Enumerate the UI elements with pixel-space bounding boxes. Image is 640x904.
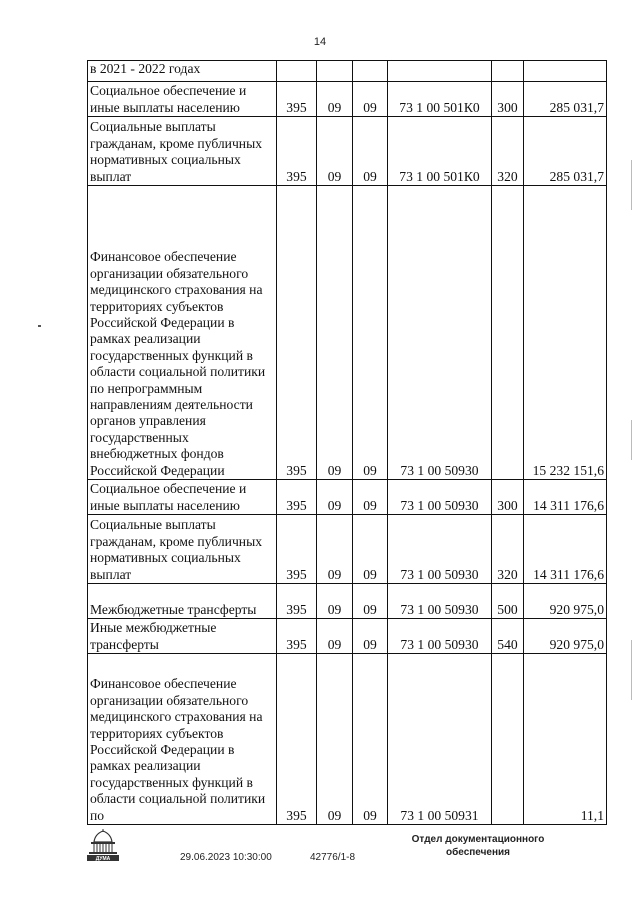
- ministry-code: 395: [277, 117, 317, 186]
- row-label: Финансовое обеспечение организации обязательного медицинского страхования на территориях субъектов Российской Федерации в рамках реализации государственных функций в области социальной политики по: [88, 654, 277, 825]
- table-row: [88, 117, 607, 186]
- amount-value: 14 311 176,6: [524, 480, 607, 515]
- amount-value: 920 975,0: [524, 584, 607, 619]
- ministry-code: [277, 61, 317, 82]
- page-number: 14: [313, 36, 327, 48]
- expense-type-code: [492, 654, 524, 825]
- department-stamp: Отдел документационного обеспечения: [411, 834, 545, 858]
- table-row: [88, 186, 607, 480]
- ministry-code: 395: [277, 515, 317, 584]
- scan-edge-mark: [631, 420, 632, 460]
- amount-value: 14 311 176,6: [524, 515, 607, 584]
- section-code: 09: [317, 584, 353, 619]
- row-label: Социальное обеспечение и иные выплаты населению: [88, 480, 277, 515]
- subsection-code: 09: [353, 584, 388, 619]
- section-code: 09: [317, 186, 353, 480]
- section-code: 09: [317, 654, 353, 825]
- expense-type-code: [492, 61, 524, 82]
- target-article-code: 73 1 00 501К0: [388, 117, 492, 186]
- table-row: [88, 61, 607, 82]
- document-datetime: 29.06.2023 10:30:00: [180, 852, 272, 863]
- row-label: в 2021 - 2022 годах: [88, 61, 277, 82]
- subsection-code: 09: [353, 515, 388, 584]
- section-code: 09: [317, 480, 353, 515]
- expense-type-code: 300: [492, 480, 524, 515]
- amount-value: [524, 61, 607, 82]
- ministry-code: 395: [277, 82, 317, 117]
- target-article-code: 73 1 00 50930: [388, 515, 492, 584]
- target-article-code: 73 1 00 50930: [388, 619, 492, 654]
- ministry-code: 395: [277, 584, 317, 619]
- section-code: [317, 61, 353, 82]
- section-code: 09: [317, 619, 353, 654]
- row-label: Социальное обеспечение и иные выплаты населению: [88, 82, 277, 117]
- table-row: [88, 82, 607, 117]
- ministry-code: 395: [277, 654, 317, 825]
- row-label: Межбюджетные трансферты: [88, 584, 277, 619]
- section-code: 09: [317, 82, 353, 117]
- target-article-code: 73 1 00 50930: [388, 480, 492, 515]
- target-article-code: 73 1 00 50930: [388, 584, 492, 619]
- registration-number: 42776/1-8: [310, 852, 356, 863]
- duma-emblem-icon: [86, 828, 120, 862]
- subsection-code: 09: [353, 654, 388, 825]
- row-label: Социальные выплаты гражданам, кроме публичных нормативных социальных выплат: [88, 515, 277, 584]
- subsection-code: 09: [353, 82, 388, 117]
- amount-value: 285 031,7: [524, 117, 607, 186]
- expense-type-code: 320: [492, 117, 524, 186]
- amount-value: 11,1: [524, 654, 607, 825]
- expense-type-code: 320: [492, 515, 524, 584]
- table-row: [88, 584, 607, 619]
- expense-type-code: 500: [492, 584, 524, 619]
- target-article-code: 73 1 00 501К0: [388, 82, 492, 117]
- section-code: 09: [317, 515, 353, 584]
- ministry-code: 395: [277, 480, 317, 515]
- section-code: 09: [317, 117, 353, 186]
- expense-type-code: 540: [492, 619, 524, 654]
- table-row: [88, 480, 607, 515]
- scan-edge-mark: [631, 160, 632, 210]
- row-label: Финансовое обеспечение организации обязательного медицинского страхования на территориях субъектов Российской Федерации в рамках реализации государственных функций в области социальной политики по непрограммным направлениям деятельности органов управления государственных внебюджетных фондов Российской Федерации: [88, 186, 277, 480]
- row-label: Социальные выплаты гражданам, кроме публичных нормативных социальных выплат: [88, 117, 277, 186]
- table-row: [88, 619, 607, 654]
- subsection-code: 09: [353, 480, 388, 515]
- subsection-code: 09: [353, 117, 388, 186]
- subsection-code: 09: [353, 619, 388, 654]
- subsection-code: [353, 61, 388, 82]
- amount-value: 285 031,7: [524, 82, 607, 117]
- scan-speck: [38, 325, 41, 327]
- expense-type-code: [492, 186, 524, 480]
- table-row: [88, 654, 607, 825]
- svg-text:ДУМА: ДУМА: [95, 856, 111, 862]
- target-article-code: 73 1 00 50931: [388, 654, 492, 825]
- subsection-code: 09: [353, 186, 388, 480]
- scan-edge-mark: [631, 640, 632, 700]
- target-article-code: 73 1 00 50930: [388, 186, 492, 480]
- target-article-code: [388, 61, 492, 82]
- ministry-code: 395: [277, 619, 317, 654]
- amount-value: 920 975,0: [524, 619, 607, 654]
- table-row: [88, 515, 607, 584]
- amount-value: 15 232 151,6: [524, 186, 607, 480]
- row-label: Иные межбюджетные трансферты: [88, 619, 277, 654]
- budget-table: [87, 60, 607, 825]
- ministry-code: 395: [277, 186, 317, 480]
- expense-type-code: 300: [492, 82, 524, 117]
